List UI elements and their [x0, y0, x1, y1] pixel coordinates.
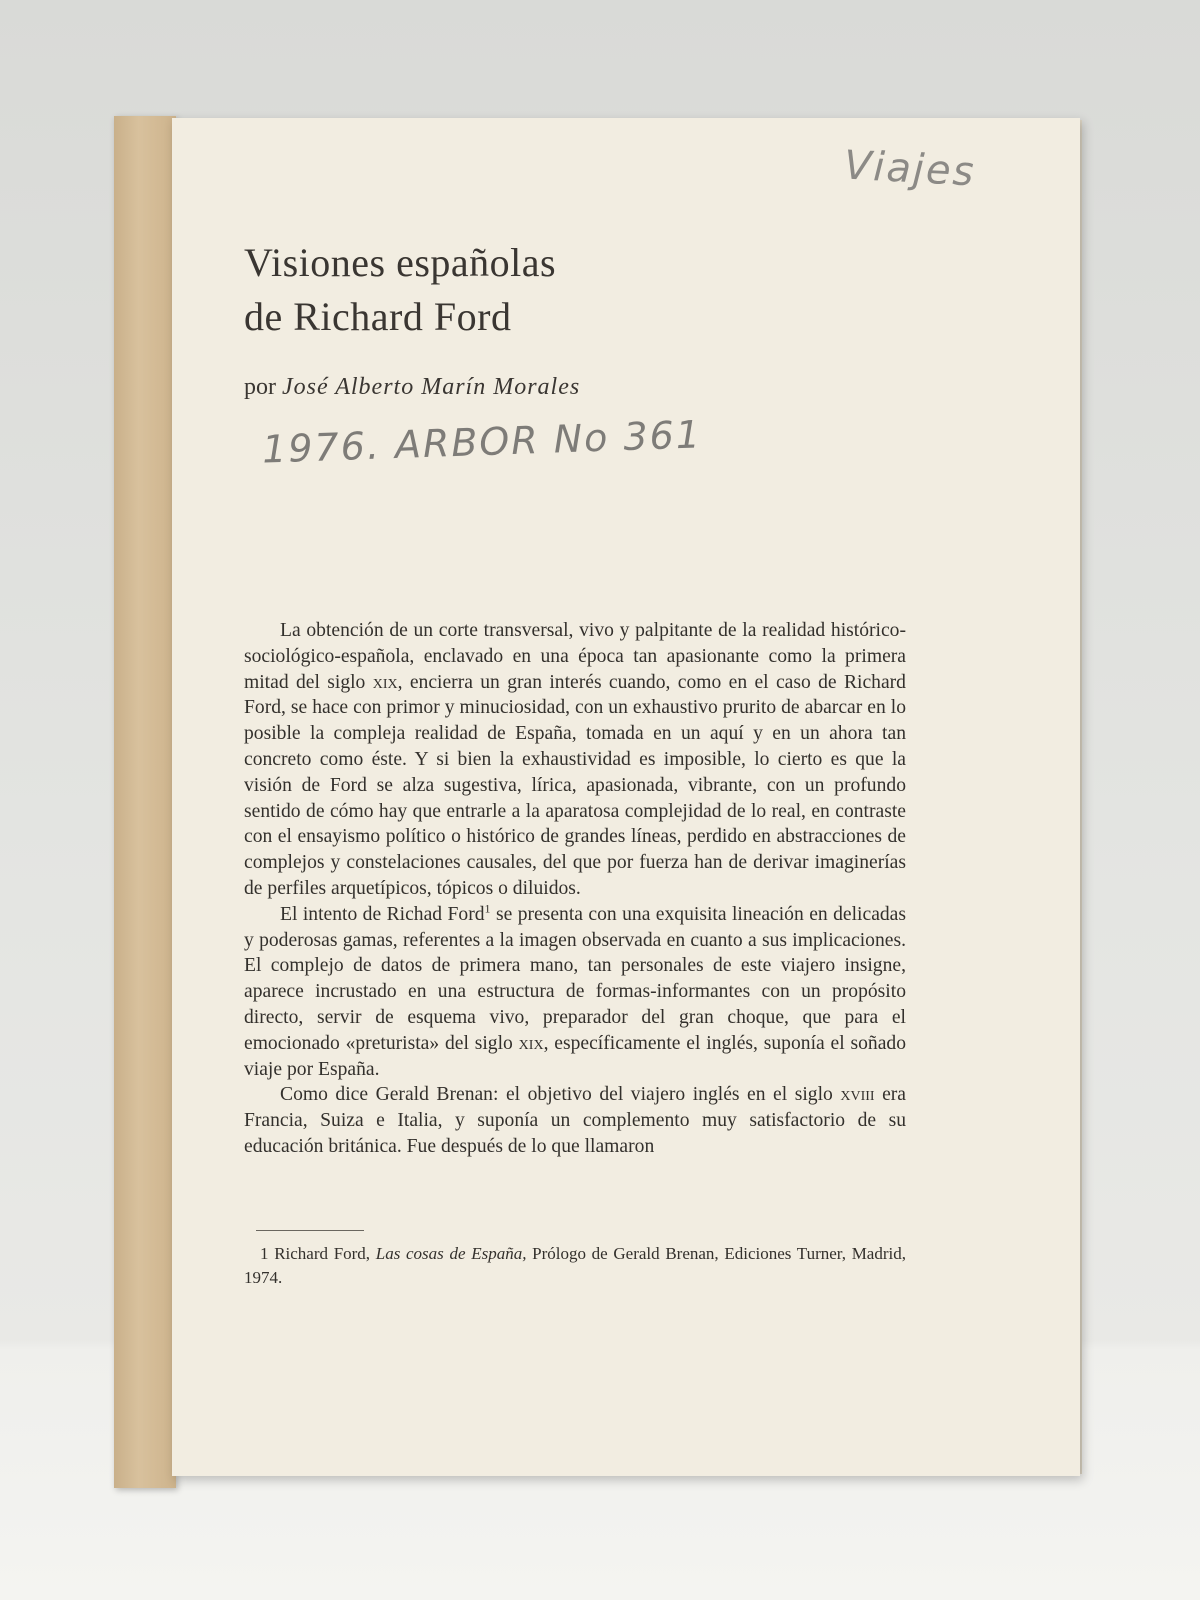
footnote-number: 1 — [260, 1244, 269, 1263]
handwritten-note-top: Viajes — [842, 142, 977, 196]
p1-text-a: La obtención de un corte transversal, vivo y palpitante de la realidad histórico-sociológico-española, enclavado en una época tan apasionante como la primera mitad del siglo — [244, 620, 906, 693]
handwritten-reference: 1976. ARBOR No 361 — [261, 412, 703, 472]
article-title — [244, 236, 556, 344]
p2-text-b: se presenta con una exquisita lineación en delicadas y poderosas gamas, referentes a la imagen observada en cuanto a sus implicaciones. El complejo de datos de primera mano, tan personales de este viajero insigne, aparece incrustado en una estructura de formas-informantes con un propósito directo, servir de esquema vivo, preparador del gran choque, que para el emocionado «preturista» del siglo — [244, 903, 907, 1054]
p3-text-a: Como dice Gerald Brenan: el objetivo del viajero inglés en el siglo — [280, 1084, 841, 1106]
footnote-marker: 1 — [484, 901, 491, 916]
p3-century: xviii — [840, 1084, 875, 1106]
title-line-1: Visiones españolas — [244, 240, 557, 285]
footnote — [244, 1242, 906, 1290]
article-body — [244, 618, 906, 1160]
p1-text-b: , encierra un gran interés cuando, como en el caso de Richard Ford, se hace con primor y minuciosidad, con un exhaustivo prurito de abarcar en lo posible la compleja realidad de España, tomada en un aquí y en un ahora tan concreto como éste. Y si bien la exhaustividad es imposible, lo cierto es que la visión de Ford se alza sugestiva, lírica, apasionada, vibrante, con un profundo sentido de cómo hay que entrarle a la aparatosa complejidad de lo real, en contraste con el ensayismo político o histórico de grandes líneas, perdido en abstracciones de complejos y constelaciones causales, del que por fuerza han de derivar imaginerías de perfiles arquetípicos, tópicos o diluidos. — [244, 671, 906, 899]
p2-text-c: , específicamente el inglés, suponía el soñado viaje por España. — [244, 1032, 907, 1080]
footnote-author: Richard Ford, — [274, 1244, 376, 1263]
paragraph-3 — [244, 1082, 906, 1159]
p3-text-b: era Francia, Suiza e Italia, y suponía un complemento muy satisfactorio de su educación británica. Fue después de lo que llamaron — [244, 1084, 906, 1157]
footnote-book-title: Las cosas de España, — [375, 1244, 527, 1263]
footnote-rule — [256, 1230, 364, 1231]
p2-century: xix — [518, 1032, 544, 1054]
footnote-details: Prólogo de Gerald Brenan, Ediciones Turner, Madrid, 1974. — [244, 1244, 906, 1287]
paragraph-1 — [244, 618, 906, 902]
p2-text-a: El intento de Richad Ford — [280, 903, 485, 925]
author-name: José Alberto Marín Morales — [282, 374, 581, 400]
document-page — [172, 118, 1080, 1476]
binding-spine — [114, 116, 176, 1488]
title-line-2: de Richard Ford — [244, 294, 512, 339]
p1-century: xix — [372, 671, 398, 693]
byline-prefix: por — [244, 374, 276, 400]
paragraph-2 — [244, 902, 906, 1083]
byline — [244, 374, 580, 401]
